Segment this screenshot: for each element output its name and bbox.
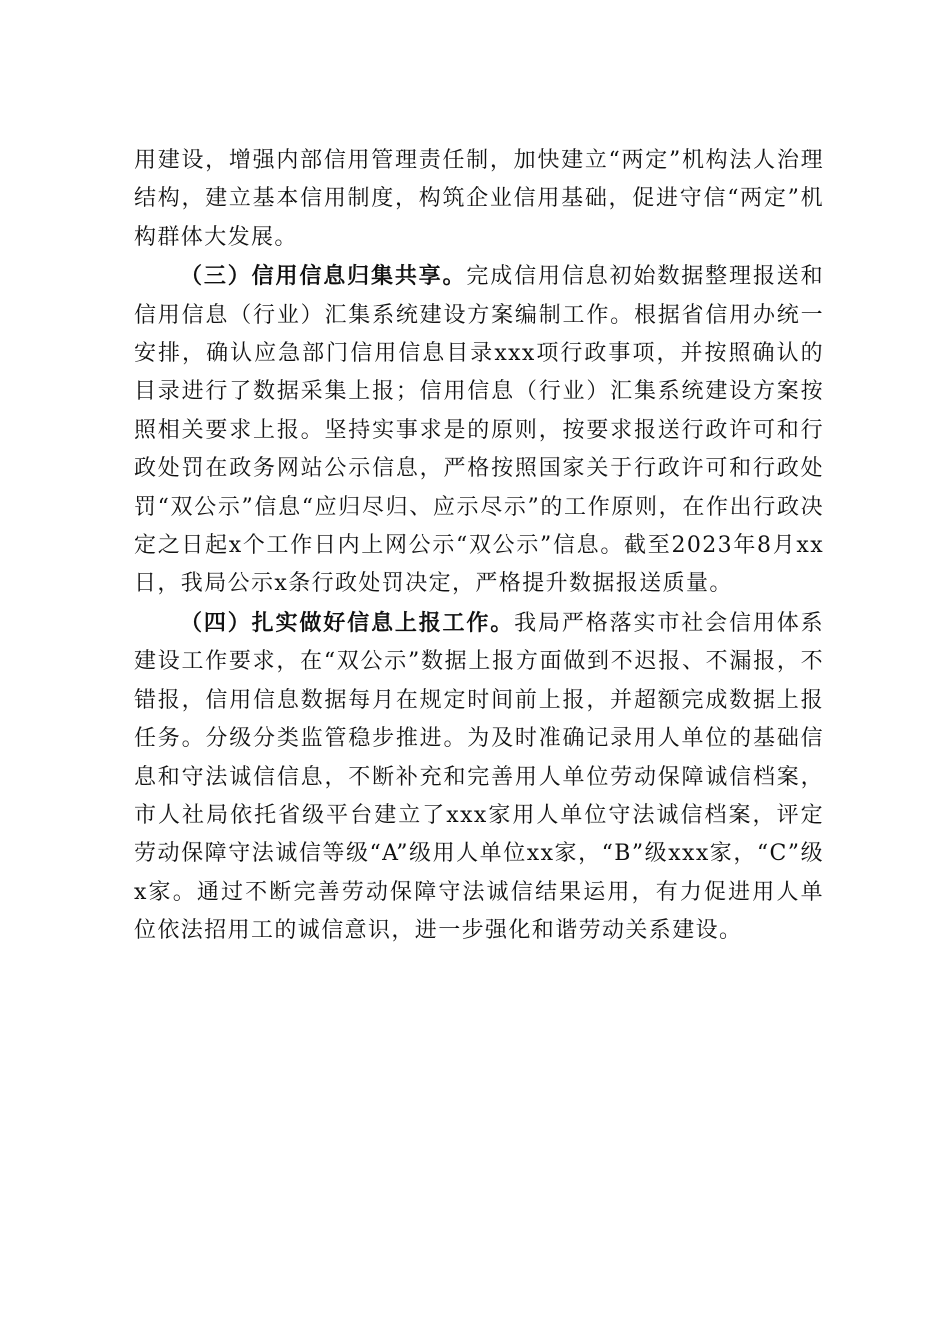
- paragraph-body: 我局严格落实市社会信用体系建设工作要求，在“双公示”数据上报方面做到不迟报、不漏报，不错报，信用信息数据每月在规定时间前上报，并超额完成数据上报任务。分级分类监管稳步推进。为及时准确记录用人单位的基础信息和守法诚信信息，不断补充和完善用人单位劳动保障诚信档案，市人社局依托省级平台建立了xxx家用人单位守法诚信档案，评定劳动保障守法诚信等级“A”级用人单位xx家，“B”级xxx家，“C”级x家。通过不断完善劳动保障守法诚信结果运用，有力促进用人单位依法招用工的诚信意识，进一步强化和谐劳动关系建设。: [134, 610, 824, 944]
- paragraph-body: 完成信用信息初始数据整理报送和信用信息（行业）汇集系统建设方案编制工作。根据省信用办统一安排，确认应急部门信用信息目录xxx项行政事项，并按照确认的目录进行了数据采集上报；信用信息（行业）汇集系统建设方案按照相关要求上报。坚持实事求是的原则，按要求报送行政许可和行政处罚在政务网站公示信息，严格按照国家关于行政许可和行政处罚“双公示”信息“应归尽归、应示尽示”的工作原则，在作出行政决定之日起x个工作日内上网公示“双公示”信息。截至2023年8月xx日，我局公示x条行政处罚决定，严格提升数据报送质量。: [134, 264, 824, 597]
- document-page: [134, 142, 824, 951]
- section-heading: （三）信用信息归集共享。: [180, 263, 467, 290]
- paragraph-section-3: [134, 257, 824, 604]
- section-heading: （四）扎实做好信息上报工作。: [180, 609, 515, 636]
- paragraph-body: 用建设，增强内部信用管理责任制，加快建立“两定”机构法人治理结构，建立基本信用制度，构筑企业信用基础，促进守信“两定”机构群体大发展。: [134, 148, 824, 250]
- paragraph-continuation: [134, 142, 824, 257]
- paragraph-section-4: [134, 604, 824, 951]
